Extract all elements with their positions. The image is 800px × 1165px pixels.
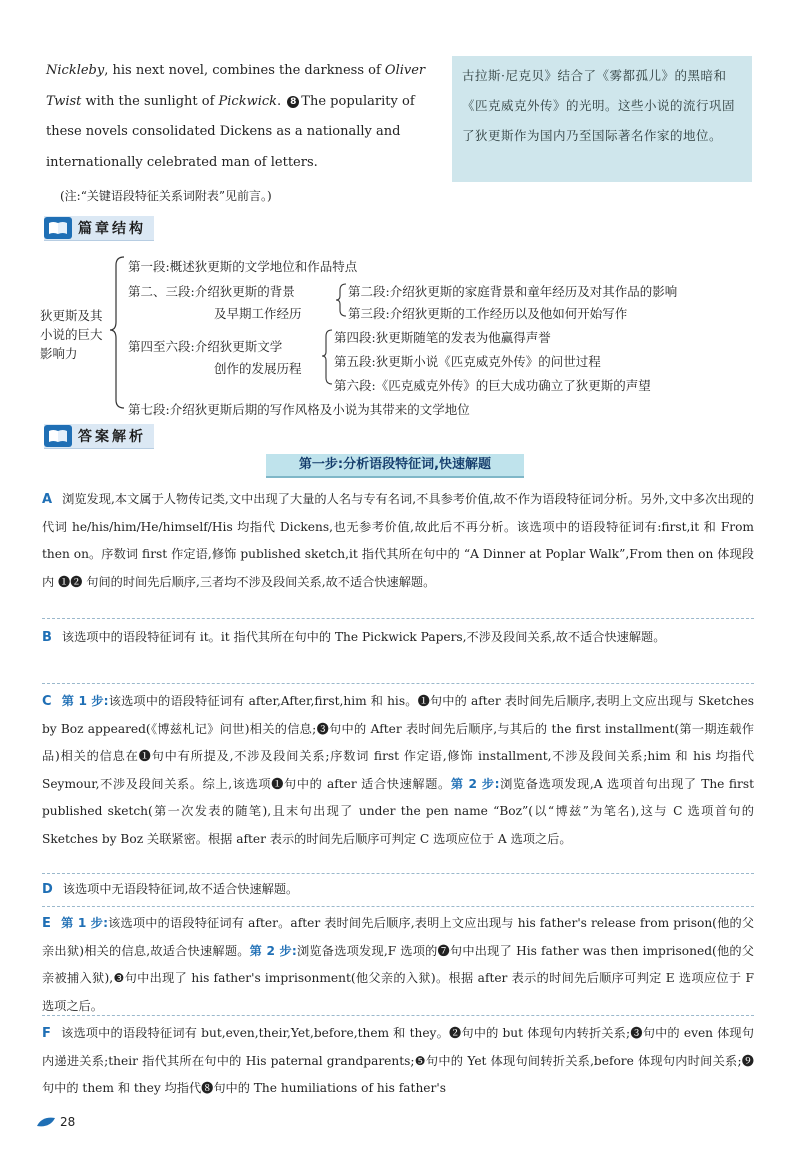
answer-e (42, 910, 754, 1020)
tree-root (40, 306, 103, 363)
answer-text: 浏览发现,本文属于人物传记类,文中出现了大量的人名与专有名词,不具参考价值,故不作为语段特征词分析。另外,文中多次出现的代词 he/his/him/He/himself/His 均指代 Dickens,也无参考价值,故此后不再分析。该选项中的语段特征词有:first,it 和 From then on。序数词 first 作定语,修饰 published sketch,it 指代其所在句中的 “A Dinner at Poplar Walk”,From then on 体现段内 ❶❷ 句间的时间先后顺序,三者均不涉及段间关系,故不适合快速解题。 (42, 492, 754, 589)
tree-p4: 第四段:狄更斯随笔的发表为他赢得声誉 (334, 330, 551, 345)
answer-letter: C (42, 694, 52, 709)
step-banner: 第一步:分析语段特征词,快速解题 (266, 454, 524, 478)
answer-text: 该选项中的语段特征词有 but,even,their,Yet,before,them 和 they。❷句中的 but 体现句内转折关系;❸句中的 even 体现句内递进关系;their 指代其所在句中的 His paternal grandparents;❺句中的 Yet 体现句间转折关系,before 体现句内时间关系;❾句中的 them 和 they 均指代❽句中的 The humiliations of his father's (42, 1026, 754, 1095)
answer-letter: D (42, 882, 53, 897)
passage-segment: , his next novel, combines the darkness of (104, 63, 385, 78)
section-title: 篇章结构 (78, 221, 146, 237)
italic-title: Nickleby (46, 63, 105, 78)
section-header-answers (44, 424, 154, 449)
answer-b (42, 624, 754, 652)
divider (42, 1015, 754, 1016)
tree-p6: 第六段:《匹克威克外传》的巨大成功确立了狄更斯的声望 (334, 378, 651, 393)
sentence-number-marker: 8 (287, 96, 299, 108)
italic-title: Pickwick (218, 93, 278, 109)
passage-segment: The popularity of these novels consolidated Dickens as a nationally and internationally celebrated man of letters. (46, 93, 415, 170)
divider (42, 683, 754, 684)
page-number: 28 (60, 1115, 76, 1129)
answer-d (42, 876, 754, 904)
tree-p46-a: 第四至六段:介绍狄更斯文学 (128, 339, 283, 354)
tree-p7: 第七段:介绍狄更斯后期的写作风格及小说为其带来的文学地位 (128, 402, 470, 417)
structure-tree (0, 0, 800, 420)
step-label: 第 1 步: (61, 694, 109, 708)
tree-root-line: 狄更斯及其 (40, 308, 103, 323)
answer-text: 该选项中的语段特征词有 after,After,first,him 和 his。❶句中的 after 表时间先后顺序,表明上文应出现与 Sketches by Boz appeared(《博兹札记》问世)相关的信息;❸句中的 After 表时间先后顺序,与其后的 the first installment(第一期连载作品)相关的信息在❶句中有所提及,不涉及段间关系;序数词 first 作定语,修饰 installment,不涉及段间关系;him 和 his 均指代 Seymour,不涉及段间关系。综上,该选项❶句中的 after 适合快速解题。 (42, 694, 754, 791)
note: (注:“关键语段特征关系词附表”见前言。) (60, 189, 272, 203)
tree-p1: 第一段:概述狄更斯的文学地位和作品特点 (128, 259, 358, 274)
tree-p23-b: 及早期工作经历 (214, 306, 302, 321)
passage-segment: . (277, 93, 286, 109)
divider (42, 618, 754, 619)
answer-text: 浏览备选项发现,F 选项的❼句中出现了 His father was then imprisoned(他的父亲被捕入狱),❸句中出现了 his father's imprisonment(他父亲的入狱)。根据 after 表示的时间先后顺序可判定 E 选项应位于 F 选项之后。 (42, 943, 754, 1013)
passage-segment: with the sunlight of (81, 93, 219, 109)
italic-title: Oliver Twist (46, 63, 426, 109)
step-label: 第 2 步: (450, 776, 500, 791)
answer-c (42, 688, 754, 853)
divider (42, 873, 754, 874)
tree-p5: 第五段:狄更斯小说《匹克威克外传》的问世过程 (334, 354, 601, 369)
translation-box: 古拉斯·尼克贝》结合了《雾都孤儿》的黑暗和《匹克威克外传》的光明。这些小说的流行巩固了狄更斯作为国内乃至国际著名作家的地位。 (452, 56, 752, 182)
answer-f (42, 1020, 754, 1103)
answer-letter: B (42, 630, 52, 645)
step-label: 第 1 步: (60, 916, 108, 930)
leaf-icon (36, 1116, 56, 1128)
answer-text: 该选项中的语段特征词有 after。after 表时间先后顺序,表明上文应出现与 his father's release from prison(他的父亲出狱)相关的信息,故适合快速解题。 (42, 916, 755, 958)
answer-letter: F (42, 1026, 51, 1041)
tree-p2: 第二段:介绍狄更斯的家庭背景和童年经历及对其作品的影响 (348, 284, 678, 299)
answer-text: 浏览备选项发现,A 选项首句出现了 The first published sketch(第一次发表的随笔),且末句出现了 under the pen name “Boz”(以“博兹”为笔名),这与 C 选项首句的 Sketches by Boz 关联紧密。根据 after 表示的时间先后顺序可判定 C 选项应位于 A 选项之后。 (42, 776, 754, 846)
tree-root-line: 影响力 (40, 346, 78, 361)
answer-text: 该选项中的语段特征词有 it。it 指代其所在句中的 The Pickwick Papers,不涉及段间关系,故不适合快速解题。 (61, 630, 666, 644)
page-footer (36, 1115, 75, 1129)
book-icon (44, 425, 72, 447)
tree-p3: 第三段:介绍狄更斯的工作经历以及他如何开始写作 (348, 306, 628, 321)
answer-text: 该选项中无语段特征词,故不适合快速解题。 (62, 882, 299, 896)
answer-a (42, 486, 754, 596)
step-label: 第 2 步: (249, 943, 297, 958)
tree-root-line: 小说的巨大 (40, 327, 103, 342)
answer-letter: A (42, 492, 53, 507)
tree-p23-a: 第二、三段:介绍狄更斯的背景 (128, 284, 295, 299)
tree-p46-b: 创作的发展历程 (214, 361, 302, 376)
section-title: 答案解析 (78, 429, 146, 445)
divider (42, 906, 754, 907)
answer-letter: E (42, 916, 51, 931)
